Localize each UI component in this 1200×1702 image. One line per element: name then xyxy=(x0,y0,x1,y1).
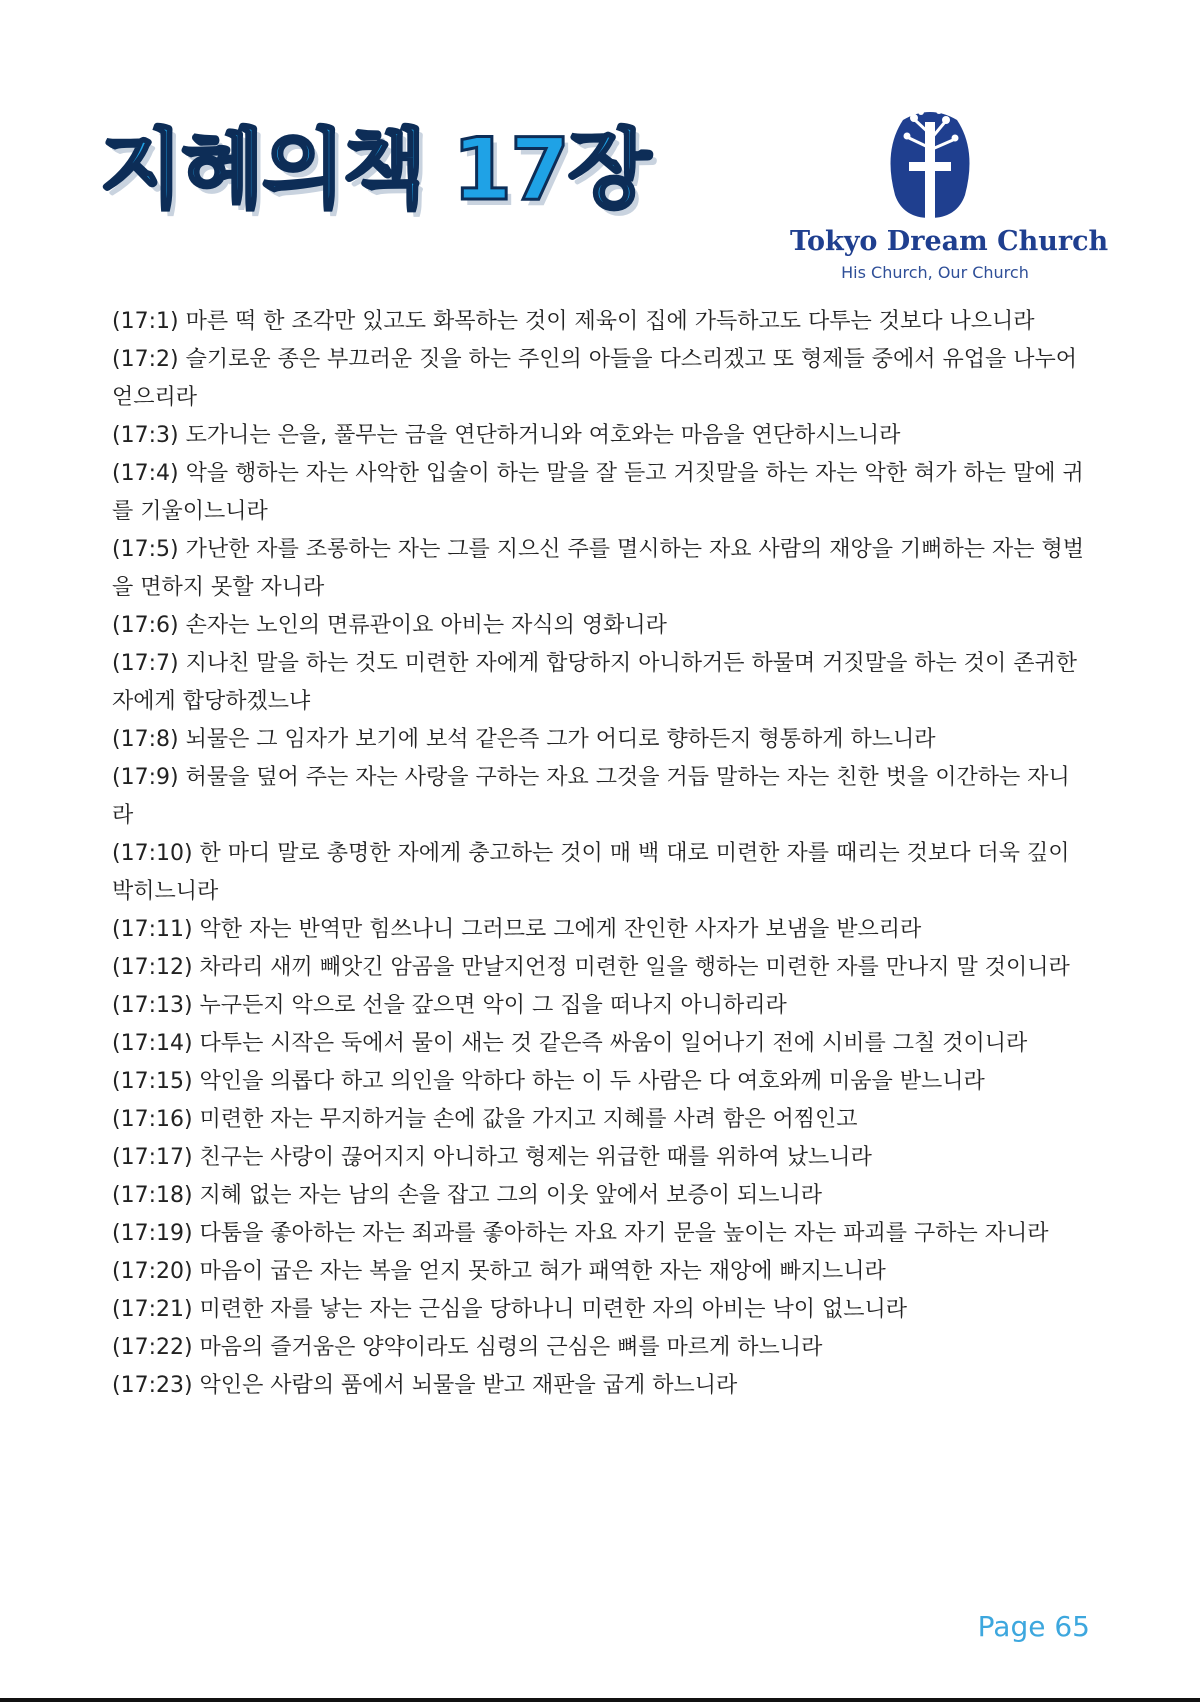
verse-17-20: (17:20) 마음이 굽은 자는 복을 얻지 못하고 혀가 패역한 자는 재앙에 빠지느니라 xyxy=(112,1259,886,1284)
verse-17-23: (17:23) 악인은 사람의 품에서 뇌물을 받고 재판을 굽게 하느니라 xyxy=(112,1373,738,1398)
church-logo xyxy=(790,100,1109,290)
verse-17-9: (17:9) 허물을 덮어 주는 자는 사랑을 구하는 자요 그것을 거듭 말하는 자는 친한 벗을 이간하는 자니라 xyxy=(112,765,1070,828)
verse-17-3: (17:3) 도가니는 은을, 풀무는 금을 연단하거니와 여호와는 마음을 연단하시느니라 xyxy=(112,423,901,448)
verse-17-10: (17:10) 한 마디 말로 총명한 자에게 충고하는 것이 매 백 대로 미련한 자를 때리는 것보다 더욱 깊이 박히느니라 xyxy=(112,841,1070,904)
verse-17-2: (17:2) 슬기로운 종은 부끄러운 짓을 하는 주인의 아들을 다스리겠고 또 형제들 중에서 유업을 나누어 얻으리라 xyxy=(112,347,1078,410)
verse-17-18: (17:18) 지혜 없는 자는 남의 손을 잡고 그의 이웃 앞에서 보증이 되느니라 xyxy=(112,1183,823,1208)
verse-17-15: (17:15) 악인을 의롭다 하고 의인을 악하다 하는 이 두 사람은 다 여호와께 미움을 받느니라 xyxy=(112,1069,985,1094)
verse-list xyxy=(112,303,1087,1405)
verse-17-11: (17:11) 악한 자는 반역만 힘쓰나니 그러므로 그에게 잔인한 사자가 보냄을 받으리라 xyxy=(112,917,922,942)
verse-17-6: (17:6) 손자는 노인의 면류관이요 아비는 자식의 영화니라 xyxy=(112,613,667,638)
verse-17-8: (17:8) 뇌물은 그 임자가 보기에 보석 같은즉 그가 어디로 향하든지 형통하게 하느니라 xyxy=(112,727,936,752)
verse-17-12: (17:12) 차라리 새끼 빼앗긴 암곰을 만날지언정 미련한 일을 행하는 미련한 자를 만나지 말 것이니라 xyxy=(112,955,1070,980)
verse-17-19: (17:19) 다툼을 좋아하는 자는 죄과를 좋아하는 자요 자기 문을 높이는 자는 파괴를 구하는 자니라 xyxy=(112,1221,1049,1246)
verse-17-21: (17:21) 미련한 자를 낳는 자는 근심을 당하나니 미련한 자의 아비는 낙이 없느니라 xyxy=(112,1297,908,1322)
church-name: Tokyo Dream Church xyxy=(790,226,1109,257)
verse-17-22: (17:22) 마음의 즐거움은 양약이라도 심령의 근심은 뼈를 마르게 하느니라 xyxy=(112,1335,823,1360)
cross-tree-icon xyxy=(885,100,975,220)
verse-17-5: (17:5) 가난한 자를 조롱하는 자는 그를 지으신 주를 멸시하는 자요 사람의 재앙을 기뻐하는 자는 형벌을 면하지 못할 자니라 xyxy=(112,537,1085,600)
verse-17-1: (17:1) 마른 떡 한 조각만 있고도 화목하는 것이 제육이 집에 가득하고도 다투는 것보다 나으니라 xyxy=(112,309,1035,334)
page-title: 지혜의책 17장 xyxy=(100,120,649,220)
verse-17-17: (17:17) 친구는 사랑이 끊어지지 아니하고 형제는 위급한 때를 위하여 났느니라 xyxy=(112,1145,872,1170)
church-tagline: His Church, Our Church xyxy=(841,263,1029,282)
page-number: Page 65 xyxy=(977,1610,1090,1643)
page-bottom-border xyxy=(0,1698,1200,1702)
verse-17-14: (17:14) 다투는 시작은 둑에서 물이 새는 것 같은즉 싸움이 일어나기 전에 시비를 그칠 것이니라 xyxy=(112,1031,1028,1056)
verse-17-4: (17:4) 악을 행하는 자는 사악한 입술이 하는 말을 잘 듣고 거짓말을 하는 자는 악한 혀가 하는 말에 귀를 기울이느니라 xyxy=(112,461,1084,524)
verse-17-16: (17:16) 미련한 자는 무지하거늘 손에 값을 가지고 지혜를 사려 함은 어찜인고 xyxy=(112,1107,858,1132)
verse-17-13: (17:13) 누구든지 악으로 선을 갚으면 악이 그 집을 떠나지 아니하리라 xyxy=(112,993,787,1018)
verse-17-7: (17:7) 지나친 말을 하는 것도 미련한 자에게 합당하지 아니하거든 하물며 거짓말을 하는 것이 존귀한 자에게 합당하겠느냐 xyxy=(112,651,1078,714)
